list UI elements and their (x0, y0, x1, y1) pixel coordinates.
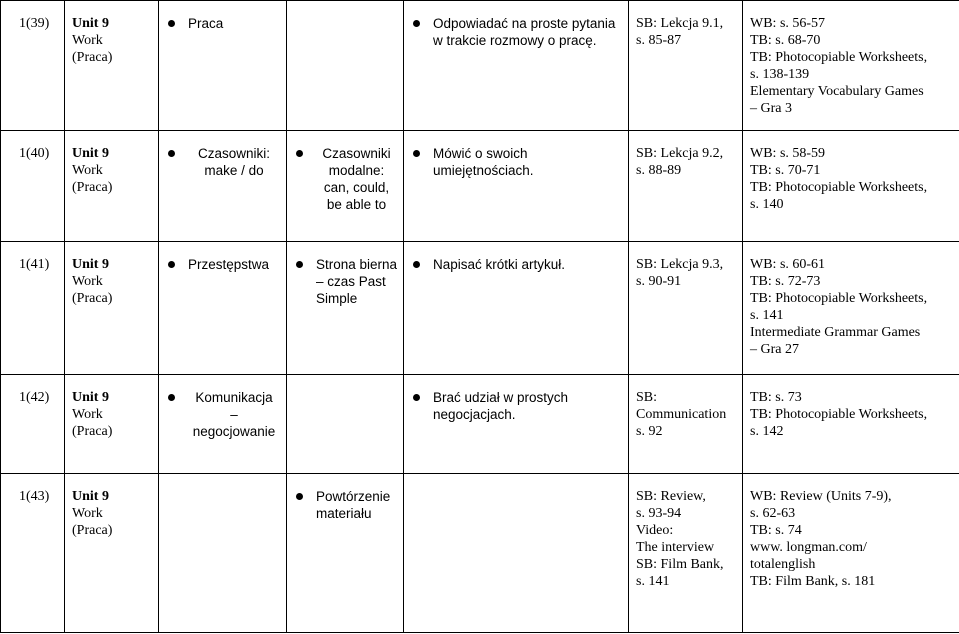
skill-line: umiejętnościach. (433, 163, 534, 178)
skill-cell (404, 375, 629, 474)
resources-cell (743, 375, 959, 474)
grammar-line: can, could, (323, 180, 390, 195)
unit-topic-pl: (Praca) (72, 424, 113, 439)
skill-item (411, 256, 622, 273)
student-book-line: SB: Lekcja 9.3, (636, 257, 724, 272)
student-book-line: s. 88-89 (636, 163, 682, 178)
student-book-line: s. 93-94 (636, 506, 682, 521)
grammar-line: Simple (316, 291, 358, 306)
resources-line: TB: Photocopiable Worksheets, (750, 180, 928, 195)
bullet-icon (296, 493, 303, 500)
lesson-number: 1(41) (19, 257, 50, 272)
vocabulary-line: negocjowanie (192, 424, 276, 439)
vocabulary-cell (159, 242, 287, 375)
skill-text (433, 145, 622, 179)
resources-line: www. longman.com/ (750, 540, 867, 555)
vocabulary-cell (159, 474, 287, 633)
vocabulary-line: make / do (204, 163, 264, 178)
table-row (1, 131, 959, 242)
vocabulary-cell (159, 131, 287, 242)
vocabulary-line: – (230, 407, 238, 422)
skill-text (433, 15, 622, 49)
skill-line: Mówić o swoich (433, 146, 528, 161)
table-row (1, 1, 959, 131)
resources-cell (743, 474, 959, 633)
bullet-icon (413, 20, 420, 27)
bullet-icon (168, 261, 175, 268)
skill-line: Odpowiadać na proste pytania (433, 16, 616, 31)
student-book-line: The interview (636, 540, 715, 555)
unit-topic-pl: (Praca) (72, 180, 113, 195)
unit-topic-pl: (Praca) (72, 291, 113, 306)
grammar-line: Strona bierna (316, 257, 398, 272)
grammar-text (316, 256, 397, 307)
bullet-icon (296, 150, 303, 157)
unit-title: Unit 9 (72, 390, 109, 405)
grammar-text (316, 488, 397, 522)
resources-line: WB: s. 56-57 (750, 16, 826, 31)
resources-line: s. 142 (750, 424, 784, 439)
grammar-line: materiału (316, 506, 372, 521)
unit-title: Unit 9 (72, 16, 109, 31)
grammar-item (294, 488, 397, 522)
skill-item (411, 389, 622, 423)
grammar-item (294, 145, 397, 213)
resources-line: s. 141 (750, 308, 784, 323)
lesson-number-cell (1, 474, 65, 633)
grammar-text (316, 145, 397, 213)
skill-line: w trakcie rozmowy o pracę. (433, 33, 597, 48)
grammar-cell (287, 131, 404, 242)
bullet-icon (168, 394, 175, 401)
unit-topic-en: Work (72, 506, 103, 521)
student-book-line: Communication (636, 407, 727, 422)
resources-line: TB: Photocopiable Worksheets, (750, 407, 928, 422)
bullet-icon (413, 261, 420, 268)
vocabulary-line: Czasowniki: (197, 146, 271, 161)
resources-line: s. 62-63 (750, 506, 796, 521)
resources-line: TB: s. 72-73 (750, 274, 821, 289)
student-book-cell (629, 131, 743, 242)
lesson-number: 1(43) (19, 489, 50, 504)
bullet-icon (296, 261, 303, 268)
vocabulary-text (188, 256, 280, 273)
unit-title: Unit 9 (72, 257, 109, 272)
unit-topic-en: Work (72, 163, 103, 178)
vocabulary-item (166, 15, 280, 32)
lesson-plan-body (1, 1, 959, 633)
skill-text (433, 256, 622, 273)
vocabulary-line: Przestępstwa (188, 257, 270, 272)
unit-topic-en: Work (72, 274, 103, 289)
grammar-cell (287, 375, 404, 474)
student-book-cell (629, 375, 743, 474)
unit-topic-pl: (Praca) (72, 523, 113, 538)
grammar-line: Powtórzenie (316, 489, 391, 504)
resources-cell (743, 242, 959, 375)
unit-topic-pl: (Praca) (72, 50, 113, 65)
skill-line: Napisać krótki artykuł. (433, 257, 566, 272)
table-row (1, 474, 959, 633)
unit-cell (65, 131, 159, 242)
skill-cell (404, 1, 629, 131)
grammar-item (294, 256, 397, 307)
unit-cell (65, 1, 159, 131)
resources-line: s. 138-139 (750, 67, 810, 82)
resources-line: TB: Film Bank, s. 181 (750, 574, 876, 589)
student-book-line: SB: (636, 390, 658, 405)
lesson-number-cell (1, 131, 65, 242)
student-book-line: SB: Film Bank, (636, 557, 724, 572)
table-row (1, 242, 959, 375)
skill-cell (404, 131, 629, 242)
skill-cell (404, 474, 629, 633)
vocabulary-cell (159, 1, 287, 131)
student-book-line: SB: Lekcja 9.1, (636, 16, 724, 31)
grammar-cell (287, 242, 404, 375)
unit-title: Unit 9 (72, 146, 109, 161)
vocabulary-text (188, 389, 280, 440)
lesson-number: 1(42) (19, 390, 50, 405)
table-row (1, 375, 959, 474)
bullet-icon (168, 20, 175, 27)
bullet-icon (168, 150, 175, 157)
skill-cell (404, 242, 629, 375)
vocabulary-item (166, 145, 280, 179)
resources-line: Intermediate Grammar Games (750, 325, 921, 340)
vocabulary-text (188, 15, 280, 32)
unit-cell (65, 242, 159, 375)
resources-line: WB: s. 58-59 (750, 146, 826, 161)
student-book-cell (629, 1, 743, 131)
vocabulary-line: Praca (188, 16, 224, 31)
resources-line: s. 140 (750, 197, 784, 212)
grammar-cell (287, 1, 404, 131)
grammar-line: be able to (326, 197, 387, 212)
resources-line: TB: s. 70-71 (750, 163, 821, 178)
unit-cell (65, 375, 159, 474)
grammar-line: – czas Past (316, 274, 386, 289)
grammar-line: Czasowniki (322, 146, 391, 161)
student-book-cell (629, 474, 743, 633)
student-book-line: SB: Review, (636, 489, 706, 504)
student-book-line: s. 90-91 (636, 274, 682, 289)
unit-topic-en: Work (72, 407, 103, 422)
lesson-number-cell (1, 242, 65, 375)
resources-line: TB: s. 73 (750, 390, 802, 405)
bullet-icon (413, 150, 420, 157)
resources-line: WB: Review (Units 7-9), (750, 489, 892, 504)
resources-cell (743, 1, 959, 131)
student-book-line: s. 141 (636, 574, 670, 589)
unit-topic-en: Work (72, 33, 103, 48)
skill-item (411, 145, 622, 179)
resources-line: TB: s. 74 (750, 523, 802, 538)
resources-cell (743, 131, 959, 242)
vocabulary-cell (159, 375, 287, 474)
resources-line: TB: Photocopiable Worksheets, (750, 50, 928, 65)
resources-line: TB: s. 68-70 (750, 33, 821, 48)
student-book-line: s. 85-87 (636, 33, 682, 48)
resources-line: totalenglish (750, 557, 816, 572)
unit-title: Unit 9 (72, 489, 109, 504)
lesson-number: 1(40) (19, 146, 50, 161)
lesson-number-cell (1, 1, 65, 131)
grammar-cell (287, 474, 404, 633)
resources-line: – Gra 3 (750, 101, 792, 116)
resources-line: – Gra 27 (750, 342, 799, 357)
vocabulary-line: Komunikacja (195, 390, 273, 405)
vocabulary-item (166, 256, 280, 273)
skill-text (433, 389, 622, 423)
lesson-number: 1(39) (19, 16, 50, 31)
skill-item (411, 15, 622, 49)
vocabulary-item (166, 389, 280, 440)
vocabulary-text (188, 145, 280, 179)
lesson-number-cell (1, 375, 65, 474)
grammar-line: modalne: (328, 163, 385, 178)
student-book-cell (629, 242, 743, 375)
resources-line: Elementary Vocabulary Games (750, 84, 924, 99)
bullet-icon (413, 394, 420, 401)
resources-line: WB: s. 60-61 (750, 257, 826, 272)
skill-line: Brać udział w prostych (433, 390, 569, 405)
student-book-line: s. 92 (636, 424, 663, 439)
unit-cell (65, 474, 159, 633)
student-book-line: SB: Lekcja 9.2, (636, 146, 724, 161)
resources-line: TB: Photocopiable Worksheets, (750, 291, 928, 306)
skill-line: negocjacjach. (433, 407, 516, 422)
student-book-line: Video: (636, 523, 674, 538)
